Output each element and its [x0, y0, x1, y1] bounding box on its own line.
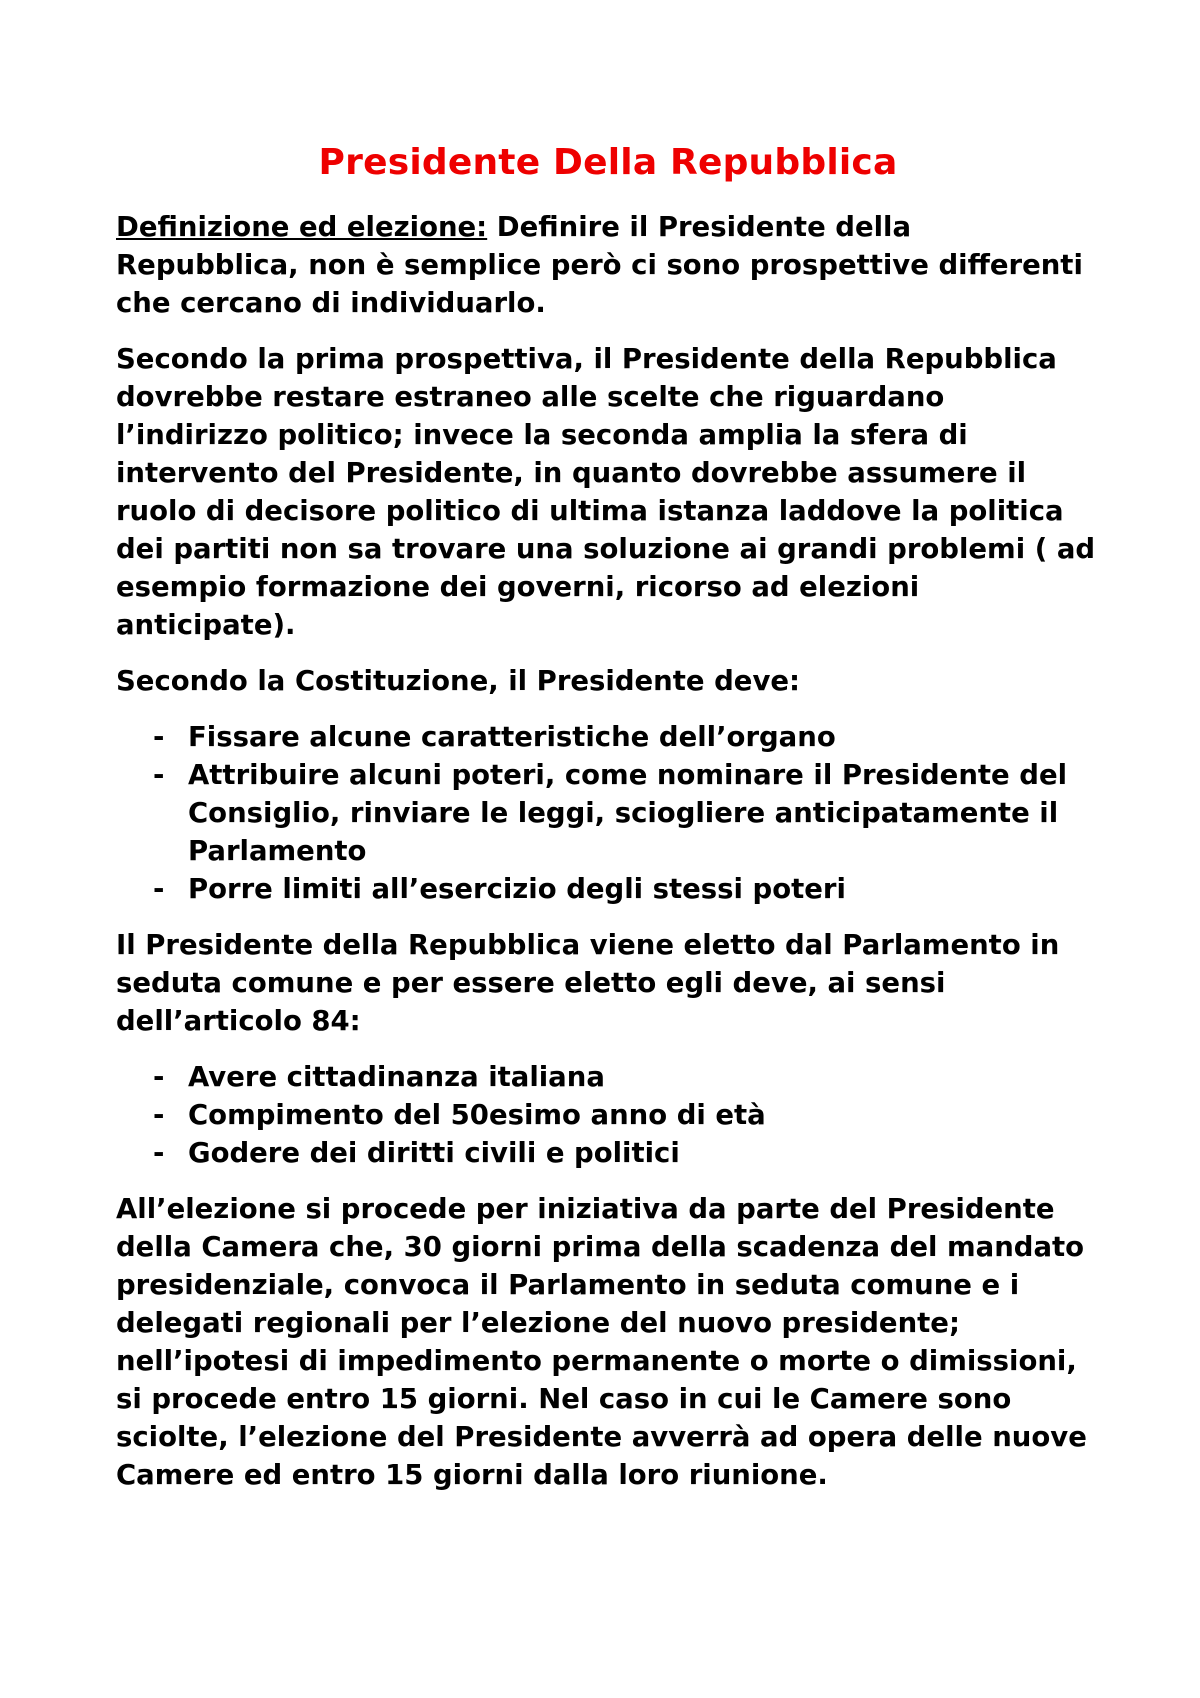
list-item-text: Attribuire alcuni poteri, come nominare il Presidente del Consiglio, rinviare le leggi, sciogliere anticipatamente il Parlamento: [188, 759, 1068, 867]
bullet-dash: -: [153, 1099, 165, 1131]
intro-paragraph: [116, 208, 1100, 322]
paragraph-procedura: All’elezione si procede per iniziativa da parte del Presidente della Camera che, 30 giorni prima della scadenza del mandato presidenziale, convoca il Parlamento in seduta comune e i delegati regionali per l’elezione del nuovo presidente; nell’ipotesi di impedimento permanente o morte o dimissioni, si procede entro 15 giorni. Nel caso in cui le Camere sono sciolte, l’elezione del Presidente avverrà ad opera delle nuove Camere ed entro 15 giorni dalla loro riunione.: [116, 1193, 1087, 1491]
bullet-dash: -: [153, 873, 165, 905]
bullet-dash: -: [153, 721, 165, 753]
list-item-text: Fissare alcune caratteristiche dell’organo: [188, 721, 836, 753]
bullet-dash: -: [153, 759, 165, 791]
list-item-text: Avere cittadinanza italiana: [188, 1061, 605, 1093]
bullet-dash: -: [153, 1061, 165, 1093]
list-item: [116, 1096, 1100, 1134]
list-compiti: [116, 718, 1100, 908]
bullet-dash: -: [153, 1137, 165, 1169]
paragraph-costituzione: Secondo la Costituzione, il Presidente deve:: [116, 665, 801, 697]
paragraph-elezione: Il Presidente della Repubblica viene eletto dal Parlamento in seduta comune e per essere eletto egli deve, ai sensi dell’articolo 84:: [116, 929, 1060, 1037]
document-title: Presidente Della Repubblica: [318, 142, 898, 183]
paragraph-prospettive: Secondo la prima prospettiva, il Presidente della Repubblica dovrebbe restare estraneo alle scelte che riguardano l’indirizzo politico; invece la seconda amplia la sfera di intervento del Presidente, in quanto dovrebbe assumere il ruolo di decisore politico di ultima istanza laddove la politica dei partiti non sa trovare una soluzione ai grandi problemi ( ad esempio formazione dei governi, ricorso ad elezioni anticipate).: [116, 343, 1096, 641]
list-item: [116, 718, 1100, 756]
list-requisiti: [116, 1058, 1100, 1172]
list-item-text: Compimento del 50esimo anno di età: [188, 1099, 766, 1131]
list-item: [116, 870, 1100, 908]
list-item: [116, 756, 1100, 870]
list-item-text: Godere dei diritti civili e politici: [188, 1137, 680, 1169]
intro-lead: Definizione ed elezione:: [116, 211, 488, 243]
list-item-text: Porre limiti all’esercizio degli stessi poteri: [188, 873, 846, 905]
list-item: [116, 1058, 1100, 1096]
intro-text: Definire il Presidente della Repubblica, non è semplice però ci sono prospettive differenti che cercano di individuarlo.: [116, 211, 1083, 319]
list-item: [116, 1134, 1100, 1172]
